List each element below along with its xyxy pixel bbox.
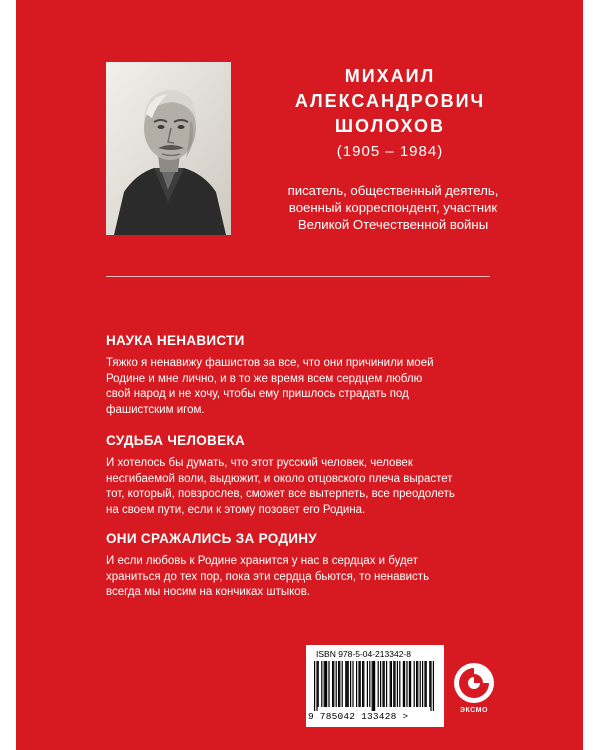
section-text-line: Родине и мне лично, и в то же время всем сердцем люблю	[106, 372, 423, 385]
section-nauka-nenavisti	[106, 333, 486, 418]
section-text-line: фашистским игом.	[106, 403, 205, 416]
author-years: (1905 – 1984)	[336, 143, 444, 160]
section-text-line: тот, который, повзрослев, сможет все вытерпеть, все преодолеть	[106, 488, 455, 500]
divider	[106, 276, 490, 277]
barcode-digits: 9 785042 133428 >	[308, 711, 409, 722]
section-sudba-cheloveka	[106, 433, 486, 518]
section-text-line: Тяжко я ненавижу фашистов за все, что они причинили моей	[106, 357, 434, 369]
section-text-line: И если любовь к Родине хранится у нас в сердцах и будет	[106, 555, 418, 567]
section-text-line: на своем пути, если к этому позовет его Родина.	[106, 503, 366, 516]
author-role-line: Великой Отечественной войны	[297, 217, 489, 232]
author-patronymic: АЛЕКСАНДРОВИЧ	[294, 91, 486, 111]
publisher-name: ЭКСМО	[460, 707, 488, 714]
section-oni-srazhalis	[106, 531, 486, 601]
book-back-cover	[16, 0, 583, 750]
author-first-name: МИХАИЛ	[344, 66, 436, 86]
section-text-line: свой народ и не хочу, чтобы ему пришлось страдать под	[106, 388, 409, 400]
section-text-line: И хотелось бы думать, что этот русский человек, человек	[106, 457, 413, 469]
author-portrait	[106, 62, 231, 235]
section-title: СУДЬБА ЧЕЛОВЕКА	[106, 433, 245, 448]
section-text-line: храниться до тех пор, пока эти сердца бьются, то ненависть	[106, 570, 430, 583]
isbn-number: ISBN 978-5-04-213342-8	[316, 649, 411, 659]
author-role-line: военный корреспондент, участник	[288, 200, 498, 215]
author-name	[274, 64, 506, 139]
author-surname: ШОЛОХОВ	[334, 116, 446, 136]
eksmo-logo-icon	[452, 660, 496, 706]
section-title: НАУКА НЕНАВИСТИ	[106, 333, 245, 348]
author-role-line: писатель, общественный деятель,	[287, 183, 499, 198]
section-title: ОНИ СРАЖАЛИСЬ ЗА РОДИНУ	[106, 531, 317, 546]
author-role	[238, 182, 548, 233]
isbn-barcode	[306, 645, 444, 727]
section-text-line: всегда мы носим на кончиках штыков.	[106, 586, 311, 598]
barcode-bars	[312, 661, 440, 711]
publisher-logo	[452, 660, 496, 716]
section-text-line: несгибаемой воли, выдюжит, и около отцовского плеча вырастет	[106, 472, 453, 485]
